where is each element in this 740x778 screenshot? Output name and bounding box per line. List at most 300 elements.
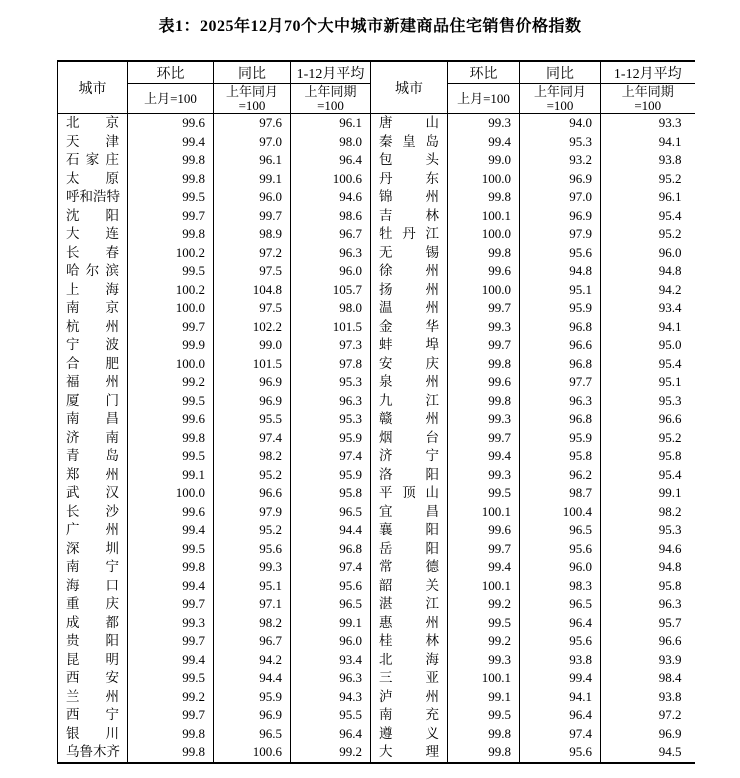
table-row xyxy=(58,392,695,411)
table-row xyxy=(58,336,695,355)
yoy-index-value-right: 93.8 xyxy=(520,651,601,670)
city-name-left xyxy=(58,614,128,633)
mom-index-value-right: 99.7 xyxy=(448,299,520,318)
city-name-char: 亚 xyxy=(425,670,439,685)
page-title: 表1：2025年12月70个大中城市新建商品住宅销售价格指数 xyxy=(158,18,582,35)
city-name-char: 州 xyxy=(105,318,119,334)
avg-index-value-left: 99.1 xyxy=(291,614,371,633)
avg-index-value-left: 95.5 xyxy=(291,706,371,725)
avg-index-value-right: 95.4 xyxy=(601,207,695,226)
yoy-index-value-left: 100.6 xyxy=(214,743,291,763)
table-row xyxy=(58,558,695,577)
avg-index-value-left: 96.3 xyxy=(291,669,371,688)
avg-index-value-right: 95.2 xyxy=(601,170,695,189)
yoy-index-value-left: 97.9 xyxy=(214,503,291,522)
city-name-right xyxy=(371,355,448,374)
yoy-index-value-right: 96.4 xyxy=(520,706,601,725)
avg-index-value-left: 95.9 xyxy=(291,429,371,448)
city-name-char: 门 xyxy=(105,392,119,408)
mom-index-value-left: 100.0 xyxy=(128,355,214,374)
city-name-char: 州 xyxy=(425,189,439,204)
avg-index-value-left: 96.0 xyxy=(291,262,371,281)
yoy-index-value-left: 96.1 xyxy=(214,151,291,170)
table-row xyxy=(58,669,695,688)
city-name-char: 吉 xyxy=(379,207,393,223)
subheader-avg-left xyxy=(291,84,371,114)
table-row xyxy=(58,299,695,318)
table-row xyxy=(58,225,695,244)
avg-index-value-left: 97.3 xyxy=(291,336,371,355)
table-row xyxy=(58,614,695,633)
subheader-avg-right xyxy=(601,84,695,114)
city-name-char: 北 xyxy=(66,115,80,130)
city-name-char: 阳 xyxy=(105,633,119,648)
avg-index-value-right: 95.8 xyxy=(601,577,695,596)
city-name-char: 义 xyxy=(425,725,439,741)
city-name-char: 贵 xyxy=(66,633,80,648)
mom-index-value-right: 100.1 xyxy=(448,669,520,688)
city-name-char: 银 xyxy=(66,725,80,741)
city-name-char: 理 xyxy=(425,744,439,759)
city-name-char: 津 xyxy=(105,133,119,149)
subheader-mom-right xyxy=(448,84,520,114)
yoy-index-value-left: 96.6 xyxy=(214,484,291,503)
price-index-table xyxy=(57,60,695,764)
yoy-index-value-left: 97.1 xyxy=(214,595,291,614)
mom-index-value-right: 99.0 xyxy=(448,151,520,170)
city-name-char: 海 xyxy=(105,281,119,297)
yoy-index-value-right: 96.2 xyxy=(520,466,601,485)
city-name-char: 充 xyxy=(425,707,439,722)
yoy-index-value-left: 96.7 xyxy=(214,632,291,651)
city-name-right xyxy=(371,170,448,189)
city-name-char: 三 xyxy=(379,670,393,685)
city-name-char: 长 xyxy=(66,503,80,519)
city-name-char: 宁 xyxy=(105,559,119,574)
city-name-char: 连 xyxy=(105,226,119,241)
mom-index-value-right: 100.0 xyxy=(448,225,520,244)
city-name-char: 哈 xyxy=(66,263,80,278)
mom-index-value-left: 99.5 xyxy=(128,669,214,688)
avg-index-value-right: 94.5 xyxy=(601,743,695,763)
mom-index-value-left: 99.6 xyxy=(128,410,214,429)
avg-index-value-left: 95.8 xyxy=(291,484,371,503)
avg-index-value-right: 95.0 xyxy=(601,336,695,355)
mom-index-value-left: 99.5 xyxy=(128,188,214,207)
avg-index-value-left: 96.0 xyxy=(291,632,371,651)
table-row xyxy=(58,447,695,466)
yoy-index-value-left: 95.6 xyxy=(214,540,291,559)
city-name-char: 西 xyxy=(66,707,80,722)
table-row xyxy=(58,114,695,133)
city-name-char: 阳 xyxy=(425,540,439,556)
city-name-left xyxy=(58,318,128,337)
city-name-char: 都 xyxy=(105,614,119,630)
city-name-char: 南 xyxy=(379,707,393,722)
subheader-line: =100 xyxy=(634,97,662,113)
avg-index-value-left: 93.4 xyxy=(291,651,371,670)
city-name-char: 南 xyxy=(66,559,80,574)
city-name-char: 口 xyxy=(105,577,119,593)
table-row xyxy=(58,577,695,596)
yoy-index-value-right: 93.2 xyxy=(520,151,601,170)
yoy-index-value-left: 94.4 xyxy=(214,669,291,688)
city-name-char: 东 xyxy=(425,170,439,186)
mom-index-value-left: 99.2 xyxy=(128,688,214,707)
yoy-index-value-left: 97.5 xyxy=(214,262,291,281)
city-name-char: 济 xyxy=(379,448,393,463)
avg-index-value-left: 94.6 xyxy=(291,188,371,207)
yoy-index-value-left: 102.2 xyxy=(214,318,291,337)
city-name-char: 庆 xyxy=(425,355,439,371)
city-name-char: 山 xyxy=(425,485,439,500)
city-name-char: 州 xyxy=(425,281,439,297)
yoy-index-value-right: 96.8 xyxy=(520,318,601,337)
avg-index-value-left: 95.3 xyxy=(291,373,371,392)
city-name-char: 厦 xyxy=(66,392,80,408)
city-name-left xyxy=(58,281,128,300)
yoy-index-value-right: 94.1 xyxy=(520,688,601,707)
table-row xyxy=(58,281,695,300)
yoy-index-value-right: 96.3 xyxy=(520,392,601,411)
city-name-char: 波 xyxy=(105,337,119,352)
city-name-right xyxy=(371,225,448,244)
yoy-index-value-right: 97.7 xyxy=(520,373,601,392)
city-name-left xyxy=(58,429,128,448)
mom-index-value-right: 100.0 xyxy=(448,170,520,189)
yoy-index-value-right: 96.9 xyxy=(520,207,601,226)
city-name-char: 南 xyxy=(105,429,119,445)
mom-index-value-right: 99.4 xyxy=(448,133,520,152)
city-name-left xyxy=(58,447,128,466)
avg-index-value-left: 97.8 xyxy=(291,355,371,374)
city-name-char: 成 xyxy=(66,614,80,630)
avg-index-value-right: 98.4 xyxy=(601,669,695,688)
mom-index-value-left: 99.8 xyxy=(128,429,214,448)
city-name-char: 京 xyxy=(105,300,119,315)
avg-index-value-right: 95.1 xyxy=(601,373,695,392)
city-name-char: 北 xyxy=(379,651,393,667)
city-name-char: 唐 xyxy=(379,115,393,130)
city-name-left xyxy=(58,133,128,152)
city-name-char: 庆 xyxy=(105,596,119,611)
city-name-right xyxy=(371,299,448,318)
table-row xyxy=(58,725,695,744)
city-name-left xyxy=(58,503,128,522)
yoy-index-value-right: 95.6 xyxy=(520,632,601,651)
city-name-left xyxy=(58,373,128,392)
avg-index-value-right: 93.8 xyxy=(601,151,695,170)
city-name-char: 滨 xyxy=(105,263,119,278)
avg-index-value-right: 94.1 xyxy=(601,133,695,152)
yoy-index-value-right: 96.4 xyxy=(520,614,601,633)
city-name-char: 德 xyxy=(425,559,439,574)
city-name-char: 州 xyxy=(105,466,119,482)
mom-index-value-left: 99.6 xyxy=(128,503,214,522)
avg-index-value-left: 99.2 xyxy=(291,743,371,763)
yoy-index-value-right: 95.9 xyxy=(520,429,601,448)
city-name-char: 宁 xyxy=(105,707,119,722)
mom-index-value-right: 99.6 xyxy=(448,521,520,540)
avg-index-value-right: 95.4 xyxy=(601,466,695,485)
avg-index-value-right: 96.0 xyxy=(601,244,695,263)
city-name-right xyxy=(371,706,448,725)
yoy-index-value-right: 97.4 xyxy=(520,725,601,744)
subheader-line: =100 xyxy=(238,97,266,113)
city-name-char: 顶 xyxy=(402,485,416,500)
city-name-left xyxy=(58,632,128,651)
city-name-char: 江 xyxy=(425,392,439,408)
mom-index-value-left: 100.0 xyxy=(128,299,214,318)
mom-index-value-right: 99.8 xyxy=(448,743,520,763)
city-name-char: 州 xyxy=(105,374,119,389)
city-name-char: 州 xyxy=(105,522,119,537)
mom-index-value-left: 99.7 xyxy=(128,632,214,651)
city-name-left xyxy=(58,336,128,355)
table-row xyxy=(58,151,695,170)
city-name-char: 杭 xyxy=(66,318,80,334)
yoy-index-value-right: 96.5 xyxy=(520,521,601,540)
mom-index-value-left: 99.8 xyxy=(128,225,214,244)
city-name-right xyxy=(371,632,448,651)
city-name-left xyxy=(58,558,128,577)
mom-index-value-left: 100.2 xyxy=(128,281,214,300)
mom-index-value-right: 100.1 xyxy=(448,207,520,226)
city-name-char: 皇 xyxy=(402,133,416,149)
yoy-index-value-left: 97.2 xyxy=(214,244,291,263)
city-name-right xyxy=(371,484,448,503)
city-name-char: 岳 xyxy=(379,540,393,556)
yoy-index-value-right: 97.9 xyxy=(520,225,601,244)
mom-index-value-right: 99.1 xyxy=(448,688,520,707)
city-name-char: 汉 xyxy=(105,485,119,500)
city-name-char: 大 xyxy=(66,226,80,241)
city-name-left xyxy=(58,207,128,226)
yoy-index-value-right: 95.8 xyxy=(520,447,601,466)
city-name-char: 阳 xyxy=(425,522,439,537)
mom-index-value-right: 100.1 xyxy=(448,577,520,596)
avg-index-value-right: 96.1 xyxy=(601,188,695,207)
city-name-right xyxy=(371,466,448,485)
city-name-char: 无 xyxy=(379,244,393,260)
city-name-left xyxy=(58,151,128,170)
city-name-char: 华 xyxy=(425,318,439,334)
city-name-left xyxy=(58,725,128,744)
city-name-right xyxy=(371,281,448,300)
avg-index-value-left: 96.1 xyxy=(291,114,371,133)
mom-index-value-left: 100.0 xyxy=(128,484,214,503)
yoy-index-value-left: 99.3 xyxy=(214,558,291,577)
yoy-index-value-left: 101.5 xyxy=(214,355,291,374)
avg-index-value-right: 95.2 xyxy=(601,429,695,448)
city-name-char: 锦 xyxy=(379,189,393,204)
subheader-yoy-left xyxy=(214,84,291,114)
city-name-char: 林 xyxy=(425,633,439,648)
yoy-index-value-right: 95.9 xyxy=(520,299,601,318)
city-name-left xyxy=(58,410,128,429)
avg-index-value-right: 99.1 xyxy=(601,484,695,503)
avg-index-value-left: 96.4 xyxy=(291,725,371,744)
avg-index-value-right: 93.4 xyxy=(601,299,695,318)
header-city-left: 城市 xyxy=(58,61,128,114)
header-avg-right: 1-12月平均 xyxy=(601,61,695,84)
city-name-char: 南 xyxy=(66,411,80,426)
avg-index-value-right: 94.8 xyxy=(601,558,695,577)
city-name-left xyxy=(58,299,128,318)
city-name-char: 阳 xyxy=(105,207,119,223)
header-mom-right: 环比 xyxy=(448,61,520,84)
city-name-char: 明 xyxy=(105,651,119,667)
city-name-right xyxy=(371,373,448,392)
city-name-right xyxy=(371,447,448,466)
avg-index-value-right: 96.6 xyxy=(601,632,695,651)
city-name-char: 春 xyxy=(105,244,119,260)
city-name-char: 南 xyxy=(66,300,80,315)
mom-index-value-right: 100.0 xyxy=(448,281,520,300)
city-name-left xyxy=(58,262,128,281)
city-name-char: 海 xyxy=(66,577,80,593)
city-name-char: 宜 xyxy=(379,503,393,519)
city-name-char: 济 xyxy=(66,429,80,445)
city-name-char: 京 xyxy=(105,115,119,130)
city-name-char: 徐 xyxy=(379,263,393,278)
city-name-char: 包 xyxy=(379,152,393,167)
city-name-char: 常 xyxy=(379,559,393,574)
city-name-char: 台 xyxy=(425,429,439,445)
mom-index-value-right: 99.4 xyxy=(448,447,520,466)
avg-index-value-left: 94.4 xyxy=(291,521,371,540)
city-name-char: 赣 xyxy=(379,411,393,426)
city-name-char: 肥 xyxy=(105,355,119,371)
city-name-char: 宁 xyxy=(425,448,439,463)
yoy-index-value-left: 98.9 xyxy=(214,225,291,244)
city-name-char: 郑 xyxy=(66,466,80,482)
mom-index-value-right: 99.7 xyxy=(448,429,520,448)
city-name-char: 温 xyxy=(379,300,393,315)
subheader-line: 上年同期 xyxy=(304,83,357,99)
city-name-right xyxy=(371,521,448,540)
yoy-index-value-right: 94.0 xyxy=(520,114,601,133)
city-name-char: 岛 xyxy=(105,448,119,463)
mom-index-value-left: 99.9 xyxy=(128,336,214,355)
city-name-right xyxy=(371,614,448,633)
yoy-index-value-right: 96.8 xyxy=(520,410,601,429)
city-name-right xyxy=(371,558,448,577)
avg-index-value-right: 95.2 xyxy=(601,225,695,244)
city-name-right xyxy=(371,503,448,522)
mom-index-value-right: 99.5 xyxy=(448,484,520,503)
mom-index-value-left: 99.7 xyxy=(128,595,214,614)
city-name-char: 原 xyxy=(105,170,119,186)
avg-index-value-left: 97.4 xyxy=(291,558,371,577)
mom-index-value-left: 99.4 xyxy=(128,133,214,152)
city-name-char: 武 xyxy=(66,485,80,500)
city-name-right xyxy=(371,114,448,133)
yoy-index-value-right: 95.6 xyxy=(520,743,601,763)
city-name-char: 九 xyxy=(379,392,393,408)
city-name-left xyxy=(58,743,128,763)
city-name-left xyxy=(58,595,128,614)
city-name-char: 洛 xyxy=(379,466,393,482)
table-row xyxy=(58,318,695,337)
city-name-char: 大 xyxy=(379,744,393,759)
table-header xyxy=(58,61,695,114)
city-name-char: 太 xyxy=(66,170,80,186)
avg-index-value-right: 98.2 xyxy=(601,503,695,522)
city-name-right xyxy=(371,336,448,355)
city-name-left xyxy=(58,466,128,485)
mom-index-value-left: 99.8 xyxy=(128,743,214,763)
city-name-char: 平 xyxy=(379,485,393,500)
yoy-index-value-left: 97.4 xyxy=(214,429,291,448)
table-row xyxy=(58,170,695,189)
table-row xyxy=(58,410,695,429)
mom-index-value-right: 99.5 xyxy=(448,706,520,725)
mom-index-value-left: 99.8 xyxy=(128,151,214,170)
city-name-char: 昌 xyxy=(105,411,119,426)
city-name-char: 关 xyxy=(425,577,439,593)
avg-index-value-right: 95.4 xyxy=(601,355,695,374)
avg-index-value-left: 101.5 xyxy=(291,318,371,337)
city-name-char: 福 xyxy=(66,374,80,389)
table-row xyxy=(58,484,695,503)
yoy-index-value-left: 97.5 xyxy=(214,299,291,318)
table-row xyxy=(58,207,695,226)
mom-index-value-right: 99.3 xyxy=(448,318,520,337)
table-row xyxy=(58,521,695,540)
city-name-char: 州 xyxy=(425,688,439,704)
table-row xyxy=(58,503,695,522)
yoy-index-value-right: 96.6 xyxy=(520,336,601,355)
table-row xyxy=(58,429,695,448)
city-name-left xyxy=(58,392,128,411)
city-name-char: 金 xyxy=(379,318,393,334)
yoy-index-value-left: 96.9 xyxy=(214,373,291,392)
table-row xyxy=(58,133,695,152)
avg-index-value-right: 95.3 xyxy=(601,392,695,411)
city-name-right xyxy=(371,429,448,448)
city-name-left xyxy=(58,188,128,207)
yoy-index-value-right: 96.9 xyxy=(520,170,601,189)
header-yoy-right: 同比 xyxy=(520,61,601,84)
mom-index-value-right: 99.8 xyxy=(448,392,520,411)
avg-index-value-left: 95.3 xyxy=(291,410,371,429)
city-name-left xyxy=(58,114,128,133)
yoy-index-value-right: 98.3 xyxy=(520,577,601,596)
table-row xyxy=(58,706,695,725)
avg-index-value-right: 94.6 xyxy=(601,540,695,559)
yoy-index-value-left: 95.9 xyxy=(214,688,291,707)
yoy-index-value-left: 95.2 xyxy=(214,521,291,540)
header-mom-left: 环比 xyxy=(128,61,214,84)
city-name-char: 湛 xyxy=(379,596,393,611)
city-name-char: 青 xyxy=(66,448,80,463)
city-name-char: 西 xyxy=(66,670,80,685)
header-city-right: 城市 xyxy=(371,61,448,114)
avg-index-value-right: 95.8 xyxy=(601,447,695,466)
mom-index-value-right: 99.2 xyxy=(448,595,520,614)
avg-index-value-left: 98.0 xyxy=(291,299,371,318)
city-name-char: 安 xyxy=(379,355,393,371)
avg-index-value-left: 98.6 xyxy=(291,207,371,226)
city-name-char: 石 xyxy=(66,152,80,167)
mom-index-value-left: 99.8 xyxy=(128,170,214,189)
avg-index-value-right: 97.2 xyxy=(601,706,695,725)
city-name-right xyxy=(371,207,448,226)
avg-index-value-left: 96.7 xyxy=(291,225,371,244)
city-name-char: 昆 xyxy=(66,651,80,667)
mom-index-value-right: 99.3 xyxy=(448,410,520,429)
